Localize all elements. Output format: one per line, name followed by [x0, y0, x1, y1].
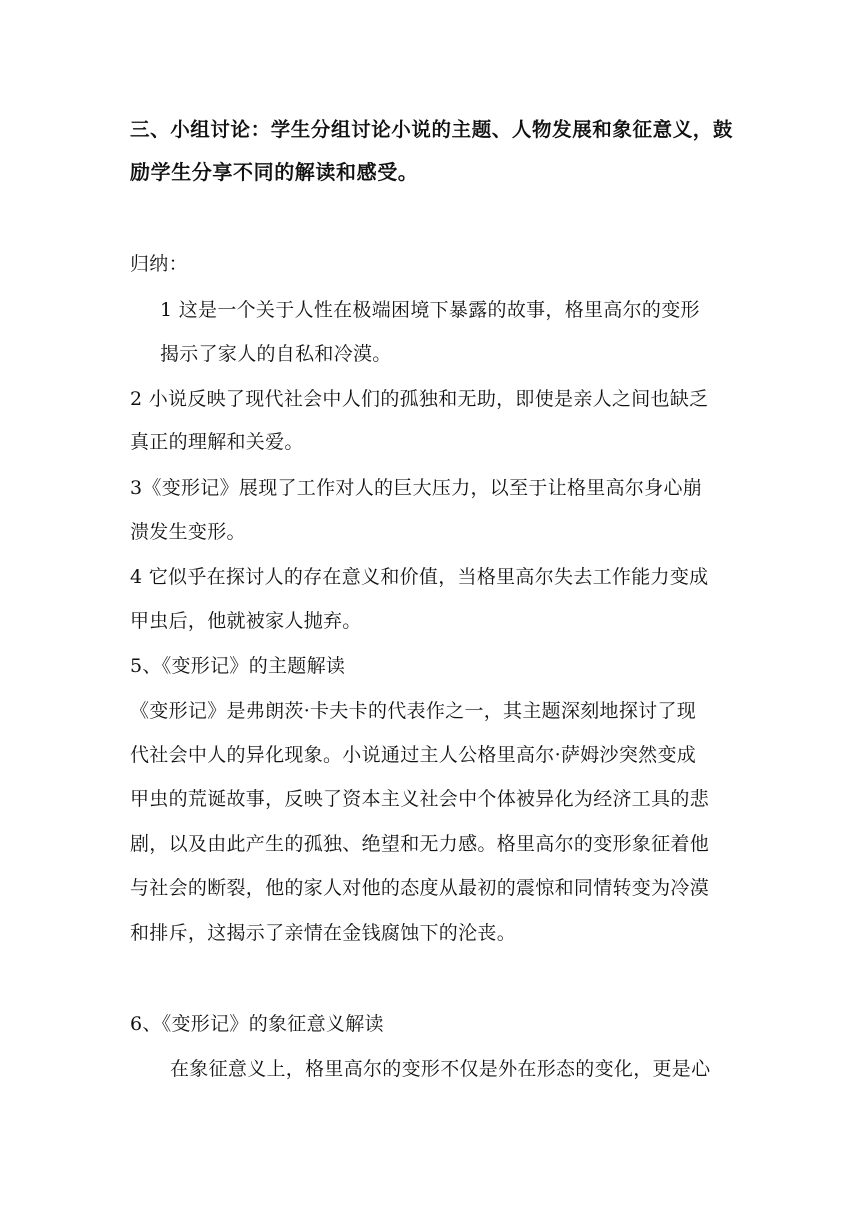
section3-heading-line2: 励学生分享不同的解读和感受。 [130, 160, 419, 184]
section5-paragraph-line1: 《变形记》是弗朗茨·卡夫卡的代表作之一，其主题深刻地探讨了现 [130, 700, 697, 722]
section5-title: 5、《变形记》的主题解读 [130, 655, 346, 677]
summary-label: 归纳： [130, 253, 188, 275]
section6-paragraph-line1: 在象征意义上，格里高尔的变形不仅是外在形态的变化，更是心 [170, 1058, 711, 1080]
section5-paragraph-line5: 与社会的断裂，他的家人对他的态度从最初的震惊和同情转变为冷漠 [130, 877, 710, 899]
section6-title: 6、《变形记》的象征意义解读 [130, 1013, 384, 1035]
summary-item1-line2: 揭示了家人的自私和冷漠。 [160, 343, 392, 365]
summary-item3-line2: 溃发生变形。 [130, 521, 246, 543]
summary-item4-line2: 甲虫后，他就被家人抛弃。 [130, 610, 362, 632]
summary-item1-line1: 1 这是一个关于人性在极端困境下暴露的故事，格里高尔的变形 [160, 299, 700, 321]
summary-item2-line2: 真正的理解和关爱。 [130, 431, 304, 453]
summary-item2-line1: 2 小说反映了现代社会中人们的孤独和无助，即使是亲人之间也缺乏 [130, 388, 709, 410]
summary-item4-line1: 4 它似乎在探讨人的存在意义和价值，当格里高尔失去工作能力变成 [130, 566, 709, 588]
section3-heading-line1: 三、小组讨论：学生分组讨论小说的主题、人物发展和象征意义，鼓 [130, 118, 734, 141]
section5-paragraph-line4: 剧，以及由此产生的孤独、绝望和无力感。格里高尔的变形象征着他 [130, 833, 710, 855]
section5-paragraph-line3: 甲虫的荒诞故事，反映了资本主义社会中个体被异化为经济工具的悲 [130, 788, 710, 810]
summary-item3-line1: 3《变形记》展现了工作对人的巨大压力，以至于让格里高尔身心崩 [130, 477, 703, 499]
section5-paragraph-line6: 和排斥，这揭示了亲情在金钱腐蚀下的沦丧。 [130, 922, 517, 944]
section5-paragraph-line2: 代社会中人的异化现象。小说通过主人公格里高尔·萨姆沙突然变成 [130, 744, 697, 766]
